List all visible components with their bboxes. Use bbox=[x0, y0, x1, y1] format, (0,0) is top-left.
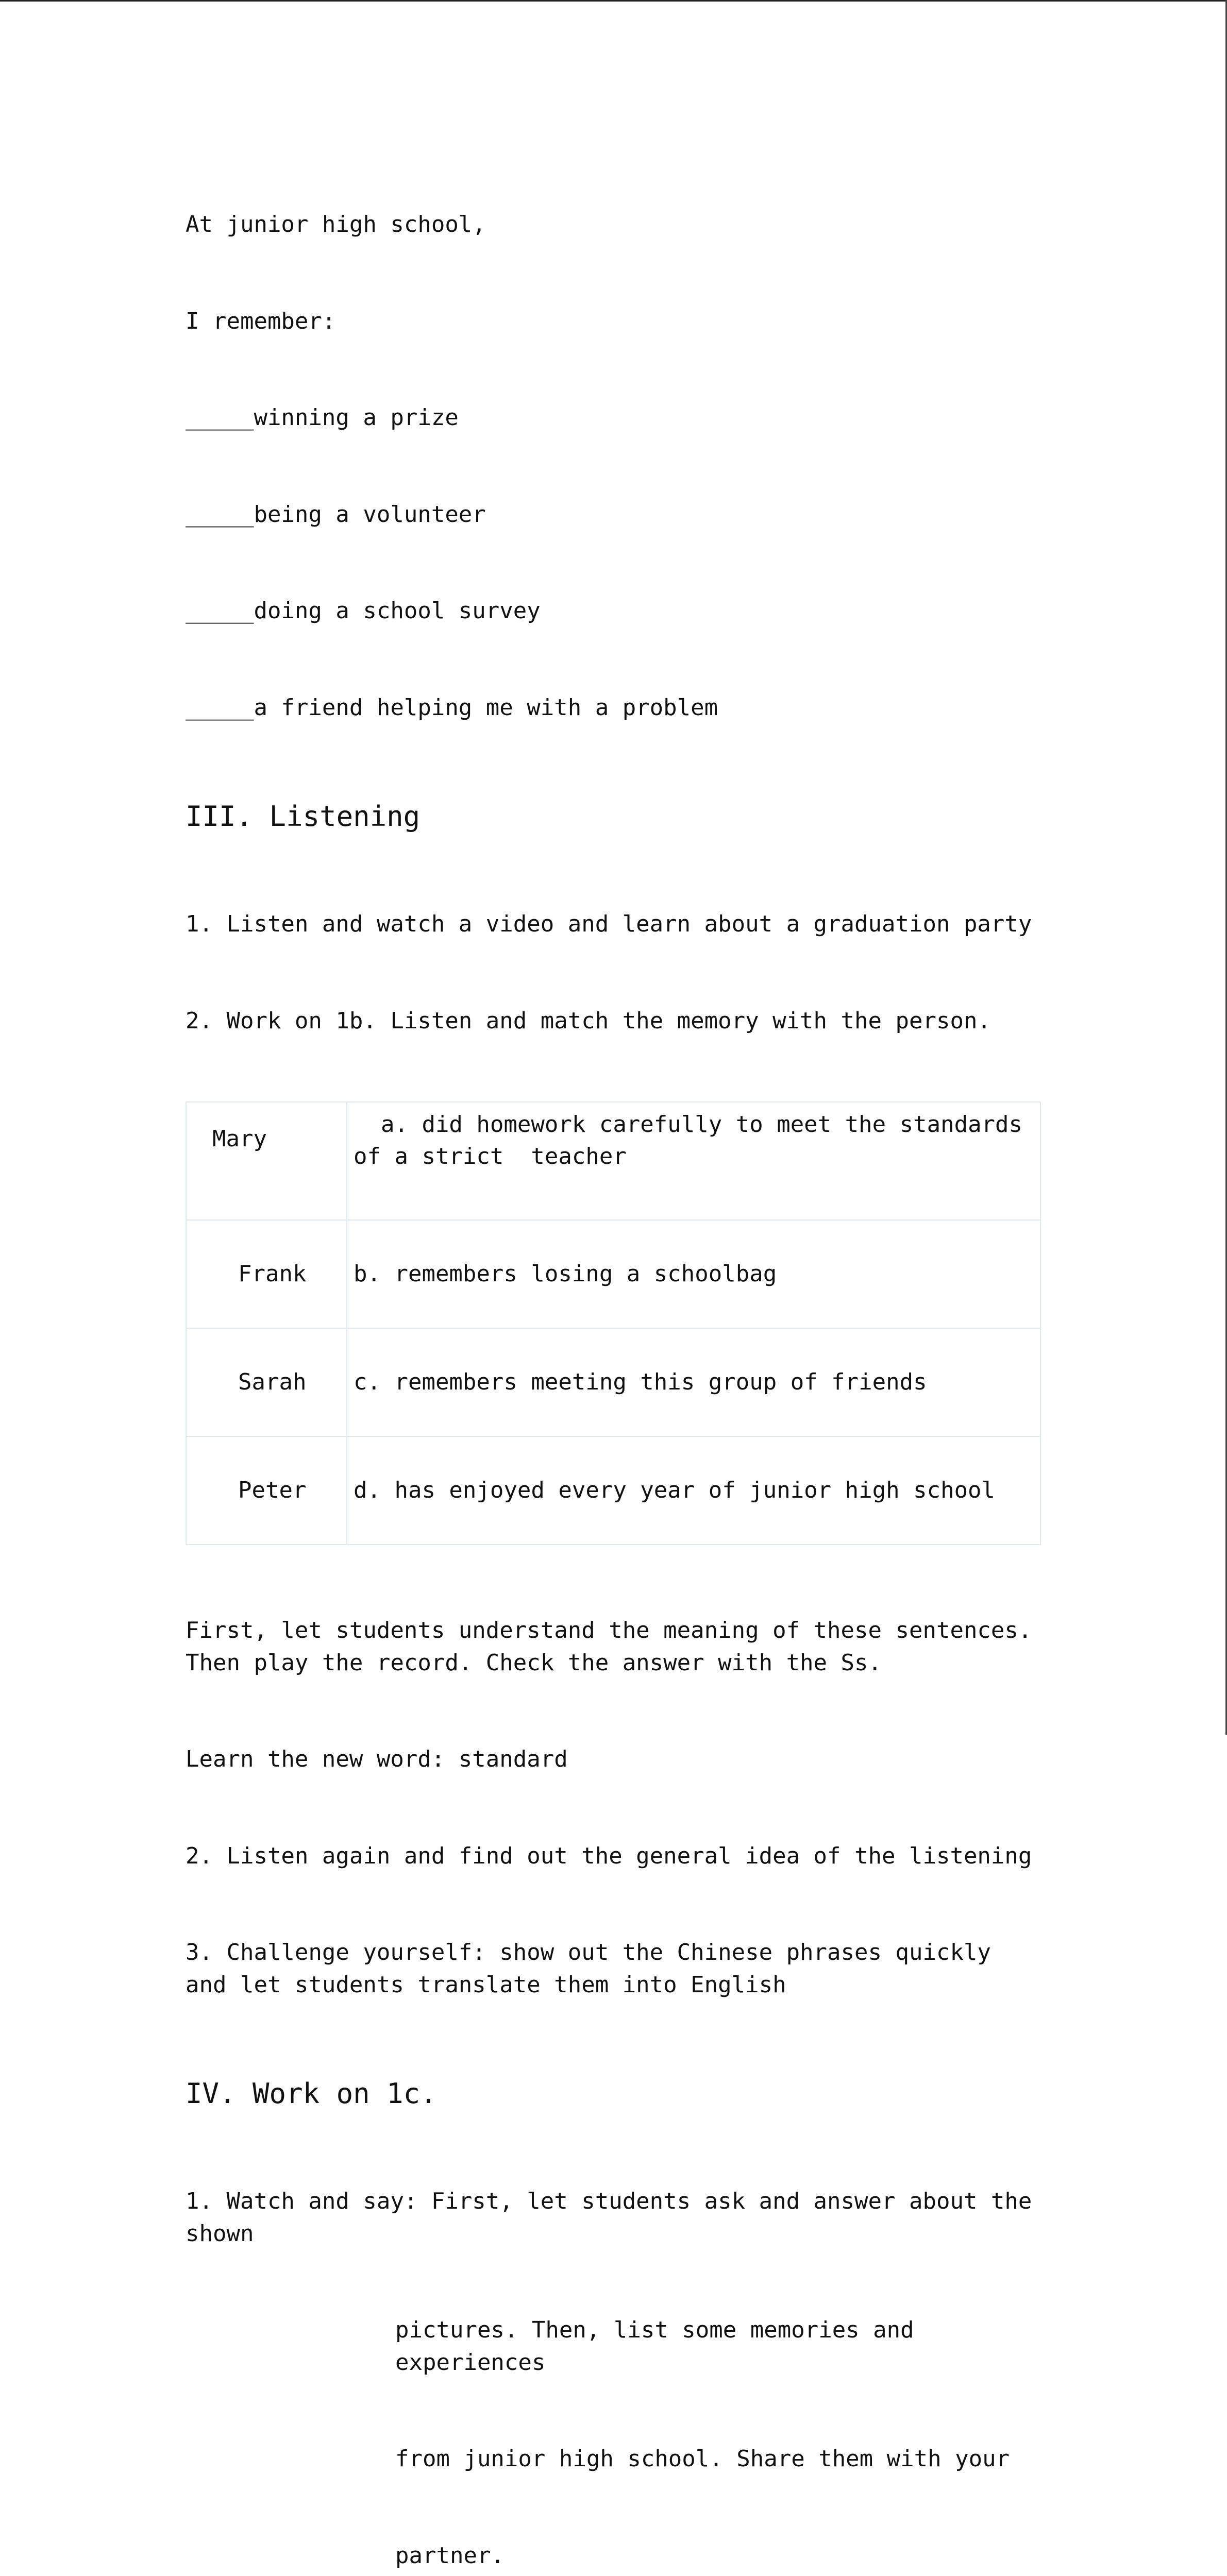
section4-body bbox=[186, 2121, 1046, 2576]
document-page bbox=[186, 144, 1046, 2576]
person-name: Mary bbox=[186, 1102, 347, 1220]
intro-line: _____being a volunteer bbox=[186, 501, 486, 528]
match-table bbox=[186, 1101, 1041, 1545]
paragraph: 2. Listen again and find out the general idea of the listening bbox=[186, 1842, 1032, 1869]
memory-text: b. remembers losing a schoolbag bbox=[347, 1220, 1040, 1328]
intro-line: I remember: bbox=[186, 308, 336, 334]
table-row bbox=[186, 1328, 1040, 1436]
watch-line: partner. bbox=[395, 2542, 505, 2569]
intro-line: At junior high school, bbox=[186, 211, 486, 238]
section4-heading: IV. Work on 1c. bbox=[186, 2077, 437, 2110]
watch-text: First, let students ask and answer about the shown bbox=[186, 2188, 1046, 2247]
person-name: Sarah bbox=[186, 1328, 347, 1436]
intro-block bbox=[186, 144, 1041, 788]
table-row bbox=[186, 1220, 1040, 1328]
watch-line bbox=[186, 2185, 1046, 2250]
section3-after bbox=[186, 1550, 1046, 2065]
paragraph: Learn the new word: standard bbox=[186, 1746, 568, 1772]
memory-text: d. has enjoyed every year of junior high school bbox=[347, 1436, 1040, 1545]
watch-label: 1. Watch and say: bbox=[186, 2188, 431, 2214]
section3-steps bbox=[186, 844, 1041, 1101]
intro-line: _____a friend helping me with a problem bbox=[186, 694, 718, 721]
listening-step-2: 2. Work on 1b. Listen and match the memory with the person. bbox=[186, 1007, 991, 1034]
watch-line: pictures. Then, list some memories and experiences bbox=[395, 2317, 928, 2376]
table-row bbox=[186, 1436, 1040, 1545]
person-name: Frank bbox=[186, 1220, 347, 1328]
person-name: Peter bbox=[186, 1436, 347, 1545]
paragraph: 3. Challenge yourself: show out the Chinese phrases quickly and let students translate them into English bbox=[186, 1939, 1005, 1998]
table-row bbox=[186, 1102, 1040, 1220]
watch-line: from junior high school. Share them with your bbox=[395, 2446, 1010, 2472]
intro-line: _____doing a school survey bbox=[186, 598, 541, 624]
section3-heading: III. Listening bbox=[186, 800, 421, 833]
listening-step-1: 1. Listen and watch a video and learn about a graduation party bbox=[186, 911, 1032, 937]
memory-text: c. remembers meeting this group of friends bbox=[347, 1328, 1040, 1436]
memory-text: a. did homework carefully to meet the standards of a strict teacher bbox=[347, 1102, 1040, 1220]
top-border bbox=[0, 0, 1227, 2]
intro-line: _____winning a prize bbox=[186, 404, 459, 431]
paragraph: First, let students understand the meaning of these sentences. Then play the record. Check the answer with the Ss. bbox=[186, 1617, 1046, 1676]
